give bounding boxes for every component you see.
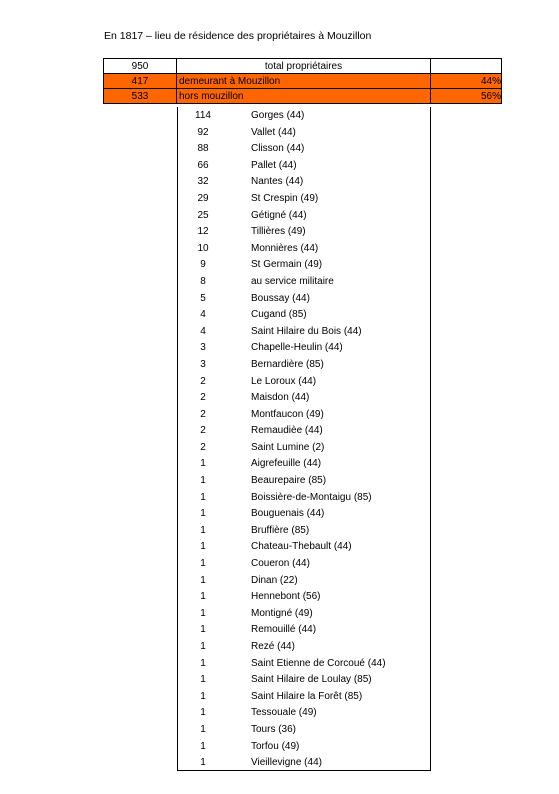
list-item	[0, 407, 559, 424]
place-name: Saint Etienne de Corcoué (44)	[251, 657, 386, 669]
place-count: 1	[200, 624, 206, 636]
place-name: Monnières (44)	[251, 242, 319, 254]
list-item	[0, 705, 559, 722]
place-count: 10	[197, 242, 209, 254]
place-count: 2	[200, 375, 206, 387]
place-name: Pallet (44)	[251, 159, 297, 171]
place-name: Cugand (85)	[251, 309, 307, 321]
place-count: 1	[200, 558, 206, 570]
place-name: St Germain (49)	[251, 259, 323, 271]
list-item	[0, 324, 559, 341]
list-item	[0, 656, 559, 673]
list-item	[0, 307, 559, 324]
list-item	[0, 722, 559, 739]
place-count: 1	[200, 491, 206, 503]
list-item	[0, 158, 559, 175]
place-count: 25	[197, 209, 209, 221]
place-name: Vieillevigne (44)	[251, 757, 322, 769]
place-name: Boussay (44)	[251, 292, 310, 304]
list-item	[0, 539, 559, 556]
resident-row	[103, 74, 502, 89]
place-name: Aigrefeuille (44)	[251, 458, 322, 470]
list-item	[0, 440, 559, 457]
place-name: Torfou (49)	[251, 740, 300, 752]
place-count: 1	[200, 574, 206, 586]
outside-pct: 56%	[480, 91, 501, 102]
place-count: 1	[200, 690, 206, 702]
place-name: au service militaire	[251, 275, 334, 287]
place-name: St Crespin (49)	[251, 192, 319, 204]
list-item	[0, 639, 559, 656]
place-name: Saint Hilaire la Forêt (85)	[251, 690, 363, 702]
place-name: Dinan (22)	[251, 574, 298, 586]
list-item	[0, 257, 559, 274]
place-count: 1	[200, 607, 206, 619]
list-item	[0, 374, 559, 391]
place-count: 29	[197, 192, 209, 204]
list-item	[0, 689, 559, 706]
total-row	[103, 58, 502, 74]
list-item	[0, 274, 559, 291]
place-count: 5	[200, 292, 206, 304]
place-count: 2	[200, 441, 206, 453]
place-name: Gorges (44)	[251, 110, 305, 121]
list-item	[0, 141, 559, 158]
place-count: 1	[200, 541, 206, 553]
place-name: Tours (36)	[251, 723, 297, 735]
list-item	[0, 622, 559, 639]
place-count: 1	[200, 757, 206, 769]
place-count: 1	[200, 475, 206, 487]
place-count: 92	[197, 126, 209, 138]
place-name: Rezé (44)	[251, 641, 295, 652]
places-list	[0, 108, 559, 772]
page-title: En 1817 – lieu de résidence des propriétaires à Mouzillon	[104, 30, 372, 42]
list-item	[0, 208, 559, 225]
list-item	[0, 473, 559, 490]
place-name: Saint Hilaire de Loulay (85)	[251, 674, 372, 686]
list-item	[0, 490, 559, 507]
place-count: 66	[197, 159, 209, 171]
total-count: 950	[104, 59, 177, 73]
place-count: 12	[197, 226, 209, 238]
list-item	[0, 291, 559, 308]
summary-table	[103, 58, 502, 104]
place-count: 4	[200, 309, 206, 321]
place-count: 1	[200, 740, 206, 752]
place-name: Tillières (49)	[251, 226, 306, 238]
list-item	[0, 108, 559, 125]
resident-count: 417	[104, 74, 177, 88]
place-name: Hennebont (56)	[251, 591, 321, 603]
place-name: Montigné (49)	[251, 607, 313, 619]
place-name: Beaurepaire (85)	[251, 475, 327, 487]
place-name: Clisson (44)	[251, 143, 305, 155]
list-item	[0, 241, 559, 258]
total-pct	[431, 59, 503, 73]
place-count: 8	[200, 275, 206, 287]
place-count: 3	[200, 358, 206, 370]
resident-pct: 44%	[480, 76, 501, 87]
place-name: Bouguenais (44)	[251, 508, 325, 520]
outside-label: hors mouzillon	[177, 89, 431, 103]
list-item	[0, 672, 559, 689]
place-name: Gétigné (44)	[251, 209, 307, 221]
place-name: Montfaucon (49)	[251, 408, 324, 420]
place-count: 1	[200, 723, 206, 735]
place-count: 1	[200, 657, 206, 669]
place-name: Remouillé (44)	[251, 624, 317, 636]
place-name: Bruffière (85)	[251, 524, 310, 536]
place-count: 1	[200, 591, 206, 603]
list-item	[0, 606, 559, 623]
place-count: 3	[200, 342, 206, 354]
place-name: Chapelle-Heulin (44)	[251, 342, 343, 354]
place-name: Maisdon (44)	[251, 392, 310, 404]
list-item	[0, 224, 559, 241]
list-item	[0, 573, 559, 590]
list-item	[0, 125, 559, 142]
place-name: Vallet (44)	[251, 126, 296, 138]
list-item	[0, 556, 559, 573]
place-count: 9	[200, 259, 206, 271]
place-count: 1	[200, 641, 206, 652]
place-name: Bernardière (85)	[251, 358, 324, 370]
place-name: Le Loroux (44)	[251, 375, 317, 387]
list-item	[0, 523, 559, 540]
place-name: Chateau-Thebault (44)	[251, 541, 352, 553]
total-label: total propriétaires	[177, 59, 431, 73]
resident-label: demeurant à Mouzillon	[177, 74, 431, 88]
list-item	[0, 174, 559, 191]
list-item	[0, 456, 559, 473]
list-item	[0, 423, 559, 440]
place-count: 2	[200, 408, 206, 420]
place-name: Remaudièe (44)	[251, 425, 323, 437]
place-name: Saint Lumine (2)	[251, 441, 325, 453]
place-count: 2	[200, 392, 206, 404]
list-item	[0, 739, 559, 756]
list-item	[0, 506, 559, 523]
place-count: 1	[200, 458, 206, 470]
list-item	[0, 357, 559, 374]
place-count: 1	[200, 524, 206, 536]
place-name: Coueron (44)	[251, 558, 310, 570]
list-item	[0, 340, 559, 357]
list-item	[0, 589, 559, 606]
place-name: Nantes (44)	[251, 176, 304, 188]
outside-count: 533	[104, 89, 177, 103]
place-name: Saint Hilaire du Bois (44)	[251, 325, 362, 337]
place-count: 1	[200, 508, 206, 520]
place-count: 1	[200, 674, 206, 686]
list-item	[0, 390, 559, 407]
list-item	[0, 191, 559, 208]
place-count: 88	[197, 143, 209, 155]
place-name: Tessouale (49)	[251, 707, 317, 719]
list-item	[0, 755, 559, 772]
place-name: Boissière-de-Montaigu (85)	[251, 491, 372, 503]
outside-row	[103, 89, 502, 104]
place-count: 114	[195, 110, 211, 121]
place-count: 2	[200, 425, 206, 437]
place-count: 1	[200, 707, 206, 719]
place-count: 32	[197, 176, 209, 188]
place-count: 4	[200, 325, 206, 337]
